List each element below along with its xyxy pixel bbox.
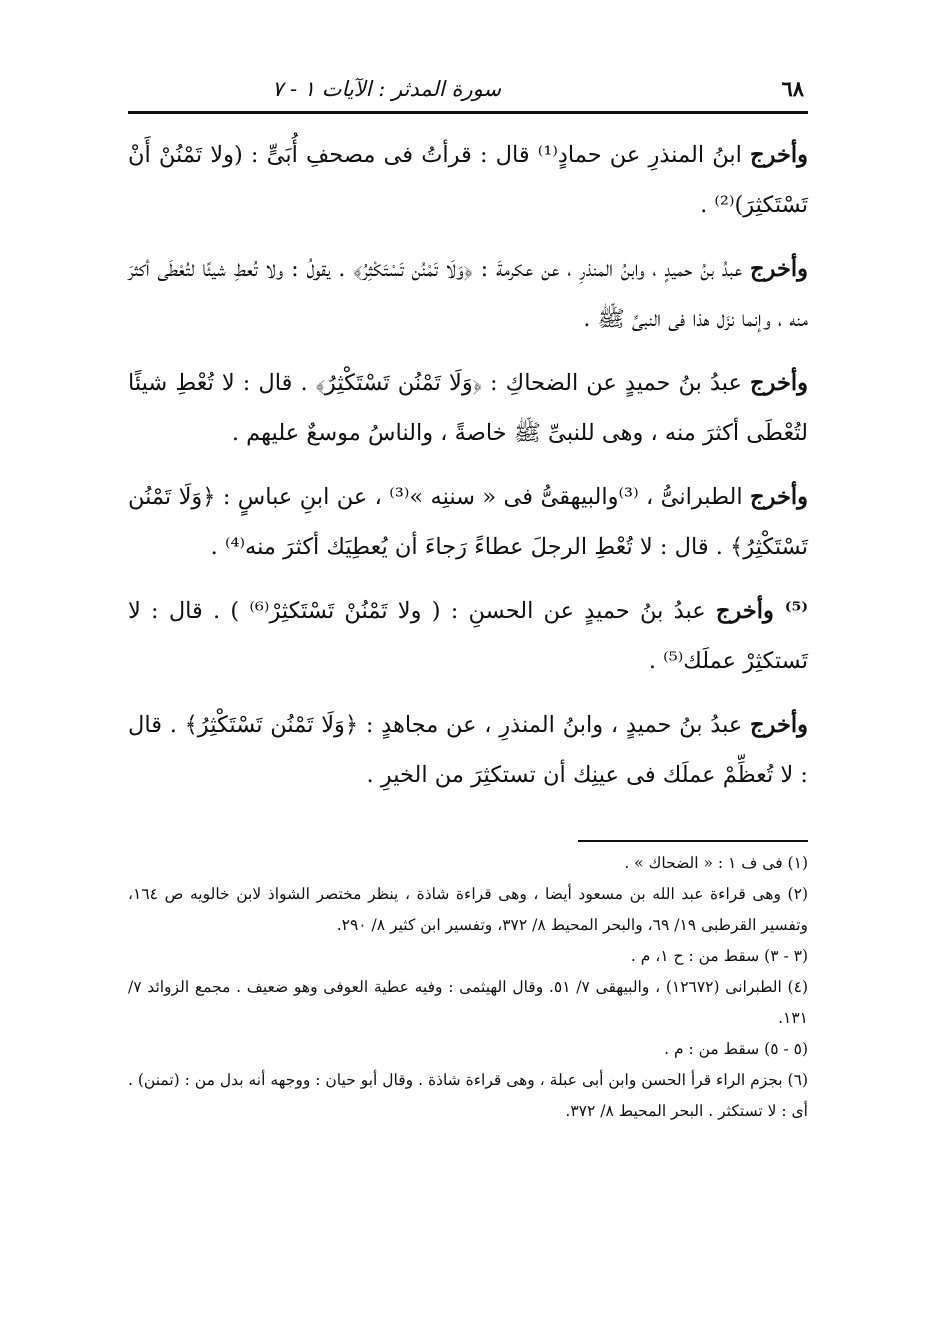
header-rule (128, 111, 808, 114)
footnote: (٣ - ٣) سقط من : ح ١، م . (630, 947, 808, 965)
footnote: (٤) الطبرانى (١٢٦٧٢) ، والبيهقى ٧/ ٥١. وقال الهيثمى : وفيه عطية العوفى وهو ضعيف . مجمع الزوائد ٧/ ١٣١. (128, 978, 808, 1027)
paragraph-lead: ⁽⁵⁾ وأخرج (715, 598, 809, 624)
page-number: ٦٨ (781, 76, 804, 101)
main-text (128, 130, 808, 800)
paragraph (128, 244, 808, 344)
footnotes (128, 848, 808, 1127)
book-page (128, 70, 808, 1127)
paragraph-text: عبدُ بنُ حميدٍ ، وابنُ المنذرِ ، عن مجاهدٍ : ﴿وَلَا تَمْنُن تَسْتَكْثِرُ﴾ . قال : لا تُعظِّمْ عملَك فى عينِك أن تستكثِرَ من الخيرِ . (128, 712, 808, 788)
paragraph-text: عبدُ بنُ حميدٍ عن الضحاكِ : ﴿وَلَا تَمْنُن تَسْتَكْثِرُ﴾ . قال : لا تُعْطِ شيئًا لتُعْطَى أكثرَ منه ، وهى للنبىِّ ﷺ خاصةً ، والناسُ موسعٌ عليهم . (128, 370, 808, 446)
running-title: سورة المدثر : الآيات ١ - ٧ (272, 77, 502, 101)
paragraph (128, 472, 808, 572)
footnote: (٥ - ٥) سقط من : م . (664, 1040, 808, 1058)
paragraph-lead: وأخرج (750, 484, 808, 510)
paragraph (128, 700, 808, 800)
paragraph (128, 586, 808, 686)
footnote: (١) فى ف ١ : « الضحاك » . (624, 854, 808, 872)
footnote: (٦) بجزم الراء قرأ الحسن وابن أبى عبلة ، وهى قراءة شاذة . وقال أبو حيان : ووجهه أنه بدل من : (تمنن) . أى : لا تستكثر . البحر المحيط ٨/ ٣٧٢. (128, 1071, 808, 1120)
paragraph-text: الطبرانىُّ ، ⁽³⁾والبيهقىُّ فى « سننِه »⁽³⁾ ، عن ابنِ عباسٍ : ﴿وَلَا تَمْنُن تَسْتَكْثِرُ﴾ . قال : لا تُعْطِ الرجلَ عطاءً رَجاءَ أن يُعطِيَك أكثرَ منه⁽⁴⁾ . (128, 484, 808, 560)
footnote: (٢) وهى قراءة عبد الله بن مسعود أيضا ، وهى قراءة شاذة ، ينظر مختصر الشواذ لابن خالويه ص ١٦٤، وتفسير القرطبى ١٩/ ٦٩، والبحر المحيط ٨/ ٣٧٢، وتفسير ابن كثير ٨/ ٢٩٠. (128, 885, 808, 934)
paragraph-text: ابنُ المنذرِ عن حمادٍ⁽¹⁾ قال : قرأتُ فى مصحفِ أُبَىٍّ : (ولا تَمْنُنْ أَنْ تَسْتَكثِرَ)⁽²⁾ . (128, 142, 808, 218)
paragraph-lead: وأخرج (750, 712, 808, 738)
paragraph (128, 358, 808, 458)
footnote-rule (578, 840, 808, 842)
paragraph-text: عبدُ بنُ حميدٍ ، وابنُ المنذرِ ، عن عكرمةَ : ﴿وَلَا تَمْنُن تَسْتَكْثِرُ﴾ . يقولُ : ولا تُعطِ شيئًا لتُعْطَى أكثرَ منه ، وإنما نزَل هذا فى النبىِّ ﷺ . (128, 256, 808, 332)
paragraph (128, 130, 808, 230)
paragraph-lead: وأخرج (750, 256, 808, 282)
page-header (128, 70, 808, 111)
paragraph-lead: وأخرج (750, 370, 808, 396)
paragraph-text: عبدُ بنُ حميدٍ عن الحسنِ : ( ولا تَمْنُنْ تَسْتَكثِرْ⁽⁶⁾ ) . قال : لا تَستكثِرْ عملَك⁽⁵⁾ . (128, 598, 808, 674)
paragraph-lead: وأخرج (750, 142, 808, 168)
